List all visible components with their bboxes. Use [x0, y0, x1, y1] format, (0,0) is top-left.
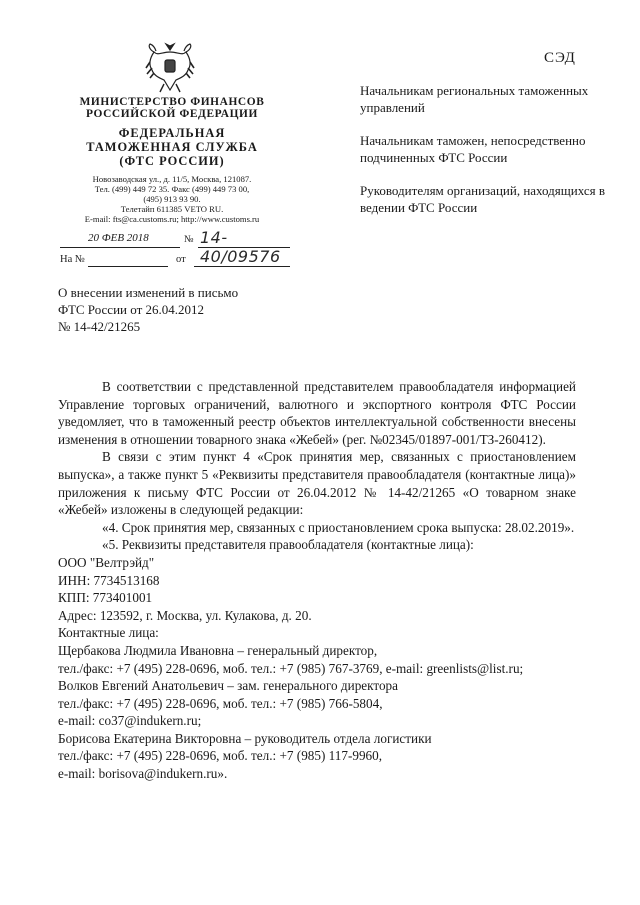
subject-line: № 14-42/21265: [58, 319, 141, 334]
contact-person: Волков Евгений Анатольевич – зам. генерального директора: [58, 678, 399, 694]
reference-line: [60, 254, 290, 270]
contact-person: Щербакова Людмила Ивановна – генеральный директор,: [58, 642, 378, 658]
contact-details: тел./факс: +7 (495) 228-0696, моб. тел.: +7 (985) 117-9960,: [58, 748, 383, 764]
contact-email: e-mail: borisova@indukern.ru».: [58, 766, 228, 782]
contact-person: Борисова Екатерина Викторовна – руководитель отдела логистики: [58, 730, 432, 746]
registration-date: 20 ФЕВ 2018: [88, 232, 149, 244]
phone-line: Тел. (499) 449 72 35. Факс (499) 449 73 00,: [94, 184, 250, 194]
contact-details: тел./факс: +7 (495) 228-0696, моб. тел.: +7 (985) 767-3769, e-mail: greenlists@list.ru;: [58, 660, 524, 676]
number-label: №: [184, 234, 194, 245]
body-paragraph: В связи с этим пункт 4 «Срок принятия мер, связанных с приостановлением выпуска», а также пункт 5 «Реквизиты представителя правообладателя (контактные лица)» приложения к письму ФТС России от 26.04.2012 № 14-42/21265 «О товарном знаке «Жебей» изложены в следующей редакции:: [58, 449, 576, 518]
phone-line: (495) 913 93 90.: [143, 194, 201, 204]
contact-email: e-mail: co37@indukern.ru;: [58, 713, 202, 729]
teletype-line: Телетайп 611385 VETO RU.: [120, 204, 224, 214]
date-underline: [60, 247, 180, 248]
service-line: (ФТС РОССИИ): [119, 154, 225, 168]
letter-body: [58, 378, 576, 783]
contact-info: [56, 174, 288, 224]
ministry-line: МИНИСТЕРСТВО ФИНАНСОВ: [79, 96, 265, 108]
email-line: E-mail: fts@ca.customs.ru; http://www.customs.ru: [84, 214, 260, 224]
contact-details: тел./факс: +7 (495) 228-0696, моб. тел.: +7 (985) 766-5804,: [58, 695, 383, 711]
recipient: Начальникам региональных таможенных управлений: [360, 83, 589, 115]
organization-name: ООО "Велтрэйд": [58, 554, 155, 570]
ref-label: На №: [60, 254, 85, 265]
service-name: [56, 126, 288, 168]
address-line: Новозаводская ул., д. 11/5, Москва, 121087.: [92, 174, 252, 184]
ministry-name: [56, 96, 288, 120]
letter-subject: [58, 284, 238, 335]
ministry-line: РОССИЙСКОЙ ФЕДЕРАЦИИ: [86, 108, 258, 120]
address-line: Адрес: 123592, г. Москва, ул. Кулакова, д. 20.: [58, 607, 312, 623]
coat-of-arms-icon: [144, 40, 196, 96]
service-line: ТАМОЖЕННАЯ СЛУЖБА: [86, 140, 258, 154]
number-underline: [198, 247, 290, 248]
registration-number: 14-40/09576: [200, 228, 281, 266]
kpp-line: КПП: 773401001: [58, 590, 153, 606]
inn-line: ИНН: 7734513168: [58, 572, 160, 588]
recipients-block: [360, 82, 610, 232]
subject-line: О внесении изменений в письмо: [58, 285, 239, 300]
service-line: ФЕДЕРАЛЬНАЯ: [118, 126, 226, 140]
contacts-heading: Контактные лица:: [58, 625, 159, 641]
recipient: Начальникам таможен, непосредственно подчиненных ФТС России: [360, 133, 586, 165]
ref-from-label: от: [176, 254, 186, 265]
sed-mark: СЭД: [544, 50, 576, 66]
subject-line: ФТС России от 26.04.2012: [58, 302, 205, 317]
body-paragraph: «5. Реквизиты представителя правообладателя (контактные лица):: [102, 537, 474, 553]
ref-date-underline: [194, 266, 290, 267]
body-paragraph: «4. Срок принятия мер, связанных с приостановлением срока выпуска: 28.02.2019».: [102, 519, 575, 535]
ref-number-underline: [88, 266, 168, 267]
recipient: Руководителям организаций, находящихся в ведении ФТС России: [360, 183, 606, 215]
body-paragraph: В соответствии с представленной представителем правообладателя информацией Управление торговых ограничений, валютного и экспортного контроля ФТС России уведомляет, что в таможенный реестр объектов интеллектуальной собственности внесены изменения в отношении товарного знака «Жебей» (рег. №02345/01897-001/ТЗ-260412).: [58, 379, 576, 447]
